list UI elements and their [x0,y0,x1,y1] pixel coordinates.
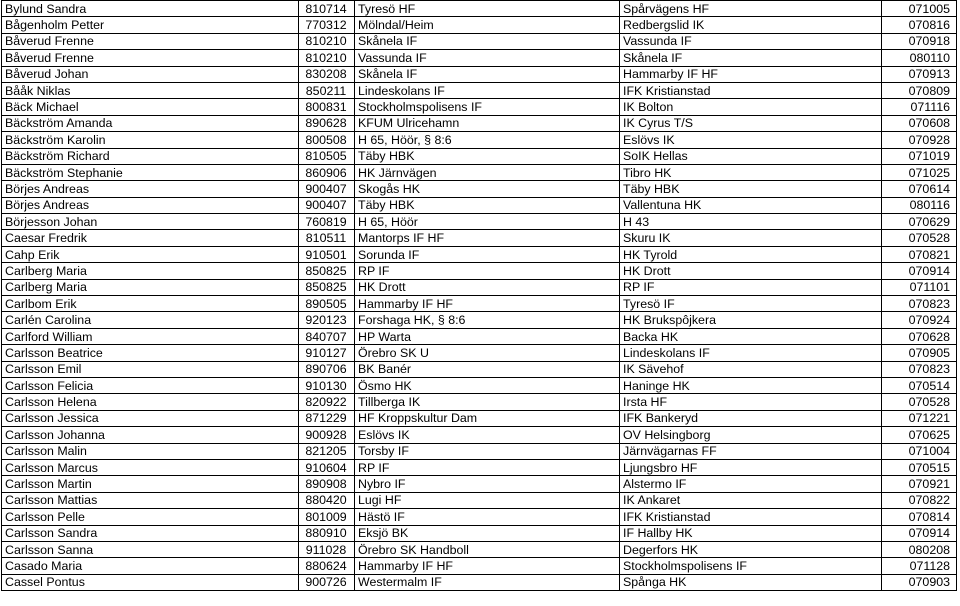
player-name-cell: Cahp Erik [2,246,299,262]
transfer-date-cell: 071128 [882,558,957,574]
transfer-date-cell: 071221 [882,410,957,426]
player-name-cell: Bäckström Amanda [2,115,299,131]
to-club-cell: H 43 [620,214,882,230]
table-row [2,197,957,213]
transfer-table [1,0,957,591]
player-name-cell: Caesar Fredrik [2,230,299,246]
transfer-date-cell: 070914 [882,525,957,541]
table-row [2,246,957,262]
player-name-cell: Carlsson Sanna [2,541,299,557]
transfer-date-cell: 070918 [882,33,957,49]
to-club-cell: OV Helsingborg [620,427,882,443]
table-row [2,164,957,180]
table-row [2,377,957,393]
to-club-cell: IK Sävehof [620,361,882,377]
to-club-cell: IFK Kristianstad [620,509,882,525]
player-name-cell: Carlsson Helena [2,394,299,410]
from-club-cell: Nybro IF [355,476,620,492]
player-name-cell: Carlberg Maria [2,279,299,295]
birth-date-cell: 890706 [299,361,355,377]
from-club-cell: Skånela IF [355,33,620,49]
table-row [2,296,957,312]
birth-date-cell: 900726 [299,574,355,590]
from-club-cell: Örebro SK U [355,345,620,361]
table-row [2,541,957,557]
table-row [2,574,957,590]
transfer-date-cell: 070809 [882,82,957,98]
birth-date-cell: 770312 [299,17,355,33]
birth-date-cell: 880624 [299,558,355,574]
birth-date-cell: 900407 [299,197,355,213]
birth-date-cell: 800508 [299,132,355,148]
to-club-cell: Järnvägarnas FF [620,443,882,459]
table-row [2,1,957,17]
to-club-cell: Skuru IK [620,230,882,246]
birth-date-cell: 880910 [299,525,355,541]
from-club-cell: Forshaga HK, § 8:6 [355,312,620,328]
to-club-cell: Irsta HF [620,394,882,410]
from-club-cell: RP IF [355,459,620,475]
from-club-cell: Tyresö HF [355,1,620,17]
from-club-cell: Torsby IF [355,443,620,459]
from-club-cell: Vassunda IF [355,50,620,66]
birth-date-cell: 800831 [299,99,355,115]
transfer-date-cell: 070816 [882,17,957,33]
transfer-date-cell: 070823 [882,361,957,377]
player-name-cell: Carlsson Jessica [2,410,299,426]
to-club-cell: Hammarby IF HF [620,66,882,82]
to-club-cell: Degerfors HK [620,541,882,557]
to-club-cell: HK Brukspôjkera [620,312,882,328]
to-club-cell: Lindeskolans IF [620,345,882,361]
birth-date-cell: 910604 [299,459,355,475]
table-row [2,82,957,98]
to-club-cell: SoIK Hellas [620,148,882,164]
table-row [2,50,957,66]
transfer-date-cell: 071101 [882,279,957,295]
birth-date-cell: 810210 [299,50,355,66]
birth-date-cell: 801009 [299,509,355,525]
player-name-cell: Börjes Andreas [2,197,299,213]
transfer-date-cell: 071005 [882,1,957,17]
from-club-cell: Sorunda IF [355,246,620,262]
birth-date-cell: 840707 [299,328,355,344]
from-club-cell: HF Kroppskultur Dam [355,410,620,426]
birth-date-cell: 850825 [299,279,355,295]
player-name-cell: Carlsson Martin [2,476,299,492]
from-club-cell: Westermalm IF [355,574,620,590]
to-club-cell: Tyresö IF [620,296,882,312]
birth-date-cell: 890628 [299,115,355,131]
to-club-cell: Haninge HK [620,377,882,393]
from-club-cell: H 65, Höör, § 8:6 [355,132,620,148]
birth-date-cell: 850211 [299,82,355,98]
table-row [2,312,957,328]
birth-date-cell: 910130 [299,377,355,393]
birth-date-cell: 830208 [299,66,355,82]
to-club-cell: RP IF [620,279,882,295]
transfer-date-cell: 070822 [882,492,957,508]
from-club-cell: Hammarby IF HF [355,558,620,574]
table-row [2,558,957,574]
from-club-cell: Lugi HF [355,492,620,508]
to-club-cell: IK Cyrus T/S [620,115,882,131]
transfer-date-cell: 070528 [882,394,957,410]
transfer-date-cell: 070823 [882,296,957,312]
table-row [2,394,957,410]
birth-date-cell: 810511 [299,230,355,246]
player-name-cell: Carlén Carolina [2,312,299,328]
player-name-cell: Carlsson Mattias [2,492,299,508]
player-name-cell: Bågenholm Petter [2,17,299,33]
table-row [2,263,957,279]
from-club-cell: Mantorps IF HF [355,230,620,246]
birth-date-cell: 911028 [299,541,355,557]
from-club-cell: Stockholmspolisens IF [355,99,620,115]
to-club-cell: Vassunda IF [620,33,882,49]
from-club-cell: Örebro SK Handboll [355,541,620,557]
player-name-cell: Carlford William [2,328,299,344]
player-name-cell: Bäckström Stephanie [2,164,299,180]
player-name-cell: Carlsson Beatrice [2,345,299,361]
from-club-cell: RP IF [355,263,620,279]
table-row [2,115,957,131]
to-club-cell: IK Ankaret [620,492,882,508]
to-club-cell: Tibro HK [620,164,882,180]
to-club-cell: Ljungsbro HF [620,459,882,475]
table-row [2,148,957,164]
to-club-cell: Stockholmspolisens IF [620,558,882,574]
birth-date-cell: 900407 [299,181,355,197]
table-body [2,1,957,591]
to-club-cell: Täby HBK [620,181,882,197]
player-name-cell: Bäckström Richard [2,148,299,164]
transfer-date-cell: 070514 [882,377,957,393]
player-name-cell: Carlsson Malin [2,443,299,459]
from-club-cell: KFUM Ulricehamn [355,115,620,131]
player-name-cell: Carlsson Pelle [2,509,299,525]
birth-date-cell: 810210 [299,33,355,49]
birth-date-cell: 820922 [299,394,355,410]
table-row [2,214,957,230]
transfer-date-cell: 070903 [882,574,957,590]
transfer-date-cell: 070528 [882,230,957,246]
player-name-cell: Båverud Frenne [2,33,299,49]
transfer-date-cell: 071116 [882,99,957,115]
transfer-date-cell: 070629 [882,214,957,230]
transfer-date-cell: 080110 [882,50,957,66]
birth-date-cell: 900928 [299,427,355,443]
to-club-cell: Skånela IF [620,50,882,66]
transfer-date-cell: 070905 [882,345,957,361]
table-row [2,132,957,148]
to-club-cell: Vallentuna HK [620,197,882,213]
birth-date-cell: 860906 [299,164,355,180]
table-row [2,509,957,525]
to-club-cell: IFK Kristianstad [620,82,882,98]
transfer-date-cell: 070625 [882,427,957,443]
player-name-cell: Carlbom Erik [2,296,299,312]
table-row [2,99,957,115]
player-name-cell: Bylund Sandra [2,1,299,17]
transfer-date-cell: 070821 [882,246,957,262]
player-name-cell: Bäck Michael [2,99,299,115]
table-row [2,66,957,82]
transfer-date-cell: 070914 [882,263,957,279]
to-club-cell: Spånga HK [620,574,882,590]
birth-date-cell: 880420 [299,492,355,508]
player-name-cell: Carlsson Marcus [2,459,299,475]
from-club-cell: Ösmo HK [355,377,620,393]
player-name-cell: Carlsson Felicia [2,377,299,393]
transfer-date-cell: 070921 [882,476,957,492]
player-name-cell: Cassel Pontus [2,574,299,590]
transfer-date-cell: 080116 [882,197,957,213]
table-row [2,328,957,344]
player-name-cell: Casado Maria [2,558,299,574]
to-club-cell: Redbergslid IK [620,17,882,33]
transfer-date-cell: 070814 [882,509,957,525]
table-row [2,492,957,508]
birth-date-cell: 810714 [299,1,355,17]
table-row [2,181,957,197]
to-club-cell: Eslövs IK [620,132,882,148]
table-row [2,361,957,377]
from-club-cell: Täby HBK [355,197,620,213]
transfer-date-cell: 070924 [882,312,957,328]
birth-date-cell: 910501 [299,246,355,262]
from-club-cell: Skogås HK [355,181,620,197]
birth-date-cell: 810505 [299,148,355,164]
to-club-cell: IF Hallby HK [620,525,882,541]
from-club-cell: HK Järnvägen [355,164,620,180]
table-row [2,345,957,361]
transfer-date-cell: 070913 [882,66,957,82]
from-club-cell: Mölndal/Heim [355,17,620,33]
from-club-cell: Hästö IF [355,509,620,525]
transfer-date-cell: 071025 [882,164,957,180]
player-name-cell: Bäckström Karolin [2,132,299,148]
from-club-cell: BK Banér [355,361,620,377]
to-club-cell: HK Drott [620,263,882,279]
to-club-cell: Alstermo IF [620,476,882,492]
table-row [2,476,957,492]
from-club-cell: Tillberga IK [355,394,620,410]
to-club-cell: IK Bolton [620,99,882,115]
player-name-cell: Börjes Andreas [2,181,299,197]
player-name-cell: Bååk Niklas [2,82,299,98]
from-club-cell: Skånela IF [355,66,620,82]
from-club-cell: Hammarby IF HF [355,296,620,312]
table-row [2,230,957,246]
from-club-cell: Lindeskolans IF [355,82,620,98]
to-club-cell: HK Tyrold [620,246,882,262]
transfer-date-cell: 071019 [882,148,957,164]
to-club-cell: IFK Bankeryd [620,410,882,426]
table-row [2,17,957,33]
table-row [2,279,957,295]
to-club-cell: Backa HK [620,328,882,344]
table-row [2,33,957,49]
table-row [2,525,957,541]
birth-date-cell: 910127 [299,345,355,361]
birth-date-cell: 890908 [299,476,355,492]
from-club-cell: Täby HBK [355,148,620,164]
birth-date-cell: 920123 [299,312,355,328]
transfer-date-cell: 070515 [882,459,957,475]
birth-date-cell: 850825 [299,263,355,279]
player-name-cell: Carlsson Sandra [2,525,299,541]
table-row [2,410,957,426]
transfer-date-cell: 070614 [882,181,957,197]
player-name-cell: Båverud Johan [2,66,299,82]
player-name-cell: Båverud Frenne [2,50,299,66]
birth-date-cell: 760819 [299,214,355,230]
from-club-cell: Eslövs IK [355,427,620,443]
player-name-cell: Carlsson Johanna [2,427,299,443]
table-row [2,443,957,459]
birth-date-cell: 871229 [299,410,355,426]
from-club-cell: HP Warta [355,328,620,344]
from-club-cell: H 65, Höör [355,214,620,230]
player-name-cell: Börjesson Johan [2,214,299,230]
birth-date-cell: 890505 [299,296,355,312]
to-club-cell: Spårvägens HF [620,1,882,17]
transfer-date-cell: 070928 [882,132,957,148]
transfer-date-cell: 080208 [882,541,957,557]
table-row [2,459,957,475]
birth-date-cell: 821205 [299,443,355,459]
transfer-date-cell: 070628 [882,328,957,344]
transfer-date-cell: 071004 [882,443,957,459]
transfer-date-cell: 070608 [882,115,957,131]
from-club-cell: Eksjö BK [355,525,620,541]
player-name-cell: Carlsson Emil [2,361,299,377]
from-club-cell: HK Drott [355,279,620,295]
table-row [2,427,957,443]
player-name-cell: Carlberg Maria [2,263,299,279]
